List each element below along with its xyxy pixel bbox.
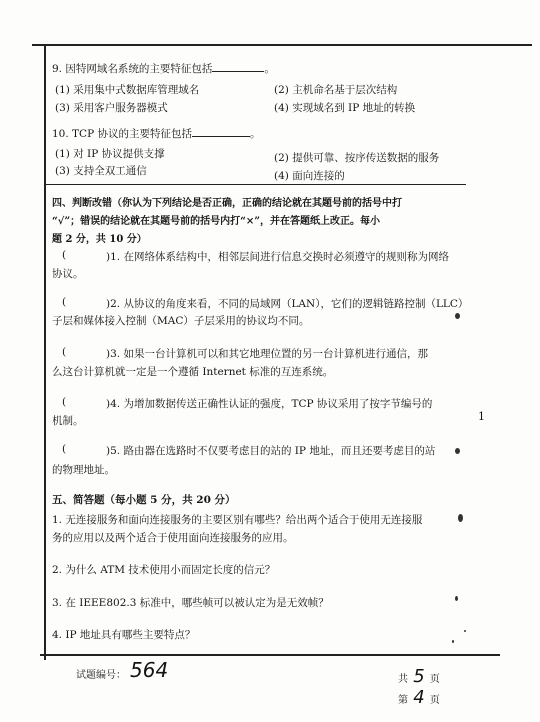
tf-item-5-line-2: 的物理地址。 xyxy=(52,464,115,476)
tf-item-5-paren: ( xyxy=(62,443,67,455)
short-answer-3: 3. 在 IEEE802.3 标准中，哪些帧可以被认定为是无效帧？ xyxy=(52,597,329,609)
total-pages-suffix: 页 xyxy=(429,674,440,685)
section-4-instruction-line-1: 四、判断改错（你认为下列结论是否正确，正确的结论就在其题号前的括号中打 xyxy=(52,198,402,209)
question-9-blank xyxy=(212,62,264,72)
scan-speck xyxy=(455,313,460,319)
tf-item-1-paren: ( xyxy=(62,249,67,261)
total-pages-number: 5 xyxy=(413,666,425,687)
tf-item-3-line-2: 么这台计算机就一定是一个遵循 Internet 标准的互连系统。 xyxy=(52,366,334,378)
section-4-instruction-line-3: 题 2 分，共 10 分） xyxy=(52,234,147,245)
question-10-tail: 。 xyxy=(249,128,261,140)
scan-speck xyxy=(455,448,460,454)
total-pages xyxy=(398,666,440,687)
short-answer-2: 2. 为什么 ATM 技术使用小而固定长度的信元？ xyxy=(52,564,276,576)
question-10-text: 10. TCP 协议的主要特征包括 xyxy=(52,128,192,140)
exam-code-label: 试题编号： xyxy=(76,670,126,681)
margin-mark: 1 xyxy=(478,410,485,423)
tf-item-2-line-1: )2. 从协议的角度来看，不同的局域网（LAN），它们的逻辑链路控制（LLC） xyxy=(106,298,469,310)
tf-item-3-line-1: )3. 如果一台计算机可以和其它地理位置的另一台计算机进行通信，那 xyxy=(106,348,428,360)
total-pages-prefix: 共 xyxy=(398,674,408,685)
question-9-option-3: (3) 采用客户服务器模式 xyxy=(55,102,168,114)
question-9-text: 9. 因特网域名系统的主要特征包括 xyxy=(52,63,213,75)
top-border-line xyxy=(32,44,532,46)
tf-item-3-paren: ( xyxy=(62,346,67,358)
scan-speck xyxy=(452,640,454,643)
current-page-number: 4 xyxy=(413,687,425,708)
scan-speck xyxy=(455,596,458,601)
question-9-tail: 。 xyxy=(264,63,275,75)
tf-item-4-line-1: )4. 为增加数据传送正确性认证的强度，TCP 协议采用了按字节编号的 xyxy=(106,398,433,410)
tf-item-2-line-2: 子层和媒体接入控制（MAC）子层采用的协议均不同。 xyxy=(52,315,310,327)
tf-item-1-line-2: 协议。 xyxy=(52,268,84,280)
short-answer-1-line-1: 1. 无连接服务和面向连接服务的主要区别有哪些？给出两个适合于使用无连接服 xyxy=(52,514,423,526)
question-10-blank xyxy=(192,127,250,137)
short-answer-1-line-2: 务的应用以及两个适合于使用面向连接服务的应用。 xyxy=(52,532,294,544)
section-5-heading: 五、简答题（每小题 5 分，共 20 分） xyxy=(52,494,236,506)
question-10-option-1: (1) 对 IP 协议提供支撑 xyxy=(55,148,165,160)
current-page-suffix: 页 xyxy=(429,695,440,706)
tf-item-2-paren: ( xyxy=(62,296,67,308)
question-10-option-4: (4) 面向连接的 xyxy=(274,170,345,182)
question-10-stem xyxy=(52,126,260,141)
question-10-option-2: (2) 提供可靠、按序传送数据的服务 xyxy=(274,152,440,164)
short-answer-4: 4. IP 地址具有哪些主要特点？ xyxy=(52,629,196,641)
current-page xyxy=(398,687,440,708)
tf-item-4-paren: ( xyxy=(62,396,67,408)
tf-item-4-line-2: 机制。 xyxy=(52,415,84,427)
scan-speck xyxy=(464,630,466,632)
bottom-border-line xyxy=(40,654,500,656)
section-4-instruction-line-2: “√”；错误的结论就在其题号前的括号内打“×”，并在答题纸上改正。每小 xyxy=(52,216,380,227)
exam-code-number: 564 xyxy=(130,658,169,682)
current-page-prefix: 第 xyxy=(398,695,408,706)
question-9-option-4: (4) 实现域名到 IP 地址的转换 xyxy=(274,102,416,114)
sec4-divider xyxy=(46,184,466,185)
question-9-stem xyxy=(52,61,275,76)
tf-item-5-line-1: )5. 路由器在选路时不仅要考虑目的站的 IP 地址，而且还要考虑目的站 xyxy=(106,445,436,457)
question-9-option-1: (1) 采用集中式数据库管理域名 xyxy=(55,84,200,96)
question-9-option-2: (2) 主机命名基于层次结构 xyxy=(274,84,398,96)
left-border-line xyxy=(44,44,46,660)
scan-speck xyxy=(458,514,463,522)
question-10-option-3: (3) 支持全双工通信 xyxy=(55,165,147,177)
tf-item-1-line-1: )1. 在网络体系结构中，相邻层间进行信息交换时必须遵守的规则称为网络 xyxy=(106,251,449,263)
